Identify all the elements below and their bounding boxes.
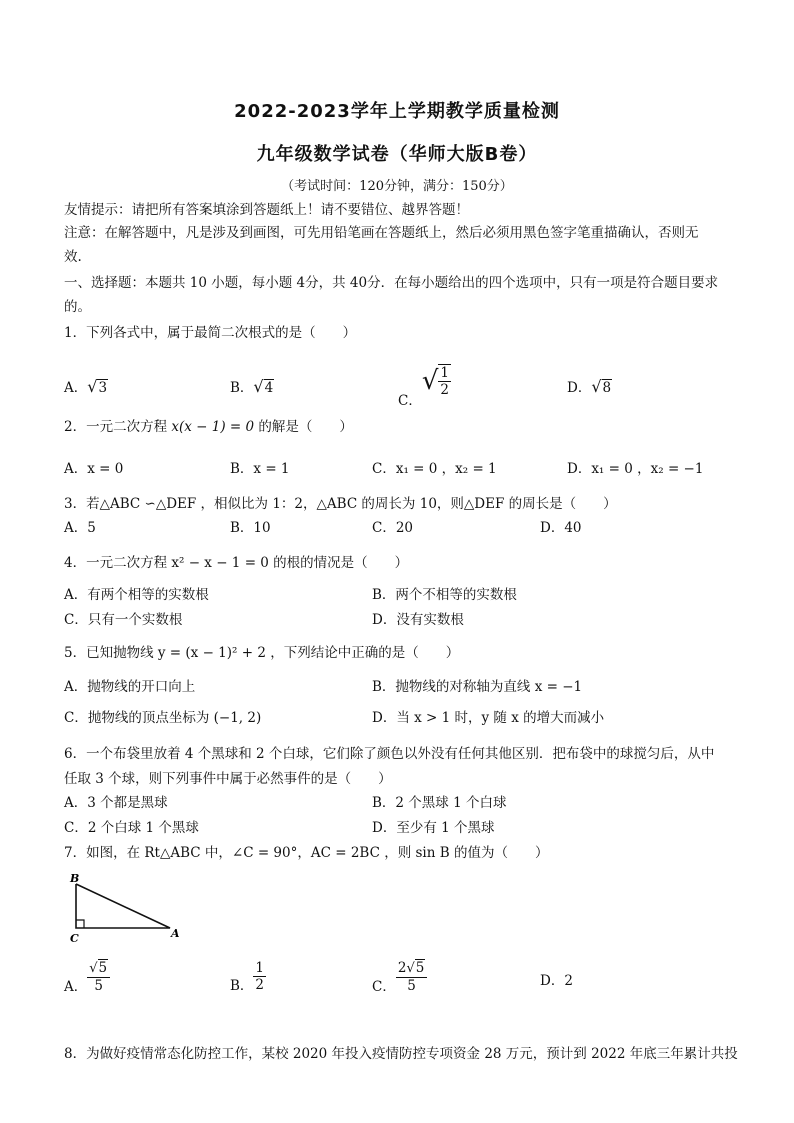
q2-option-d: D．x₁ = 0 ，x₂ = −1 (567, 461, 704, 477)
question-1-stem: 1．下列各式中，属于最简二次根式的是（ ） (64, 325, 357, 341)
q6-option-b: B．2 个黑球 1 个白球 (372, 795, 507, 811)
q1-option-d (567, 378, 612, 397)
q5-option-c: C．抛物线的顶点坐标为 (−1, 2) (64, 710, 262, 726)
note-line-2: 效. (64, 249, 82, 265)
sqrt-symbol: √ (89, 961, 98, 976)
vertex-label-b: B (70, 872, 80, 885)
q5-option-d: D．当 x > 1 时，y 随 x 的增大而减小 (372, 710, 605, 726)
q6-option-a: A．3 个都是黑球 (64, 795, 168, 811)
question-7-stem: 7．如图，在 Rt△ABC 中，∠C = 90°，AC = 2BC ，则 sin B 的值为（ ） (64, 845, 549, 861)
vertex-label-a: A (171, 927, 180, 940)
question-2-stem (64, 418, 353, 436)
q7-option-b (230, 960, 266, 993)
vertex-label-c: C (70, 932, 79, 945)
radicand: 5 (415, 960, 425, 976)
radicand: 3 (98, 380, 108, 396)
triangle-figure (60, 866, 190, 948)
q5-option-a: A．抛物线的开口向上 (64, 679, 196, 695)
radicand: 5 (98, 960, 108, 976)
denominator: 2 (440, 382, 450, 398)
q6-option-d: D．至少有 1 个黑球 (372, 820, 495, 836)
sqrt-symbol: √ (421, 365, 439, 396)
exam-info: （考试时间：120分钟，满分：150分） (281, 179, 513, 194)
equation: x(x − 1) = 0 (171, 419, 255, 435)
sqrt-symbol: √ (406, 961, 415, 976)
numerator (87, 960, 110, 978)
q7-option-a (64, 960, 110, 994)
numerator: 1 (440, 365, 450, 381)
denominator: 5 (94, 978, 103, 994)
section-1-instructions-cont: 的。 (64, 299, 91, 315)
denominator: 5 (407, 978, 416, 994)
sqrt-symbol: √ (253, 377, 264, 396)
fraction (396, 960, 427, 994)
q1-option-a (64, 378, 108, 397)
question-5-stem: 5．已知抛物线 y = (x − 1)² + 2 ，下列结论中正确的是（ ） (64, 645, 460, 661)
option-label: A． (64, 380, 88, 396)
option-label: C． (398, 392, 422, 409)
question-4-stem: 4．一元二次方程 x² − x − 1 = 0 的根的情况是（ ） (64, 555, 409, 571)
sqrt-symbol: √ (87, 377, 98, 396)
q4-option-d: D．没有实数根 (372, 612, 464, 628)
q4-option-b: B．两个不相等的实数根 (372, 587, 517, 603)
option-label: D． (567, 380, 592, 396)
q1-option-c (398, 356, 451, 409)
fraction (87, 960, 110, 994)
option-label: B． (230, 380, 254, 396)
q2-option-c: C．x₁ = 0 ，x₂ = 1 (372, 461, 497, 477)
option-label: A． (64, 978, 88, 995)
option-label: C． (372, 978, 396, 995)
question-6-stem: 6．一个布袋里放着 4 个黑球和 2 个白球，它们除了颜色以外没有任何其他区别．把布袋中的球搅匀后，从中 (64, 746, 715, 762)
q4-option-c: C．只有一个实数根 (64, 612, 183, 628)
option-label: B． (230, 978, 254, 994)
q4-option-a: A．有两个相等的实数根 (64, 587, 209, 603)
q2-option-a: A．x = 0 (64, 461, 124, 477)
fraction (438, 364, 451, 398)
q5-option-b: B．抛物线的对称轴为直线 x = −1 (372, 679, 583, 695)
note-line-1: 注意：在解答题中，凡是涉及到画图，可先用铅笔画在答题纸上，然后必须用黑色签字笔重描确认，否则无 (64, 225, 699, 241)
sqrt-symbol: √ (591, 377, 602, 396)
numerator: 1 (255, 960, 265, 976)
coefficient: 2 (397, 960, 407, 976)
denominator: 2 (255, 977, 265, 993)
right-angle-mark (76, 920, 84, 928)
radicand: 8 (602, 380, 612, 396)
stem-text: 2．一元二次方程 (64, 419, 172, 435)
q3-option-c: C．20 (372, 520, 414, 536)
triangle-shape (76, 884, 170, 928)
q6-option-c: C．2 个白球 1 个黑球 (64, 820, 199, 836)
fraction (253, 960, 266, 993)
q2-option-b: B．x = 1 (230, 461, 290, 477)
q3-option-a: A．5 (64, 520, 96, 536)
question-8-stem: 8．为做好疫情常态化防控工作，某校 2020 年投入疫情防控专项资金 28 万元，预计到 2022 年底三年累计共投 (64, 1046, 738, 1062)
friendly-tip: 友情提示：请把所有答案填涂到答题纸上！请不要错位、越界答题！ (64, 202, 469, 218)
numerator (396, 960, 427, 978)
section-1-instructions: 一、选择题：本题共 10 小题，每小题 4分，共 40分．在每小题给出的四个选项中，只有一项是符合题目要求 (64, 275, 719, 291)
exam-title: 2022-2023学年上学期教学质量检测 (234, 101, 560, 122)
question-6-stem-cont: 任取 3 个球，则下列事件中属于必然事件的是（ ） (64, 771, 392, 787)
question-3-stem: 3．若△ABC ∽△DEF ，相似比为 1：2，△ABC 的周长为 10，则△DEF 的周长是（ ） (64, 496, 617, 512)
exam-subtitle: 九年级数学试卷（华师大版B卷） (256, 144, 538, 165)
q7-option-d: D．2 (540, 973, 573, 989)
radicand: 4 (264, 380, 274, 396)
q1-option-b (230, 378, 274, 397)
q7-option-c (372, 960, 427, 994)
q3-option-b: B．10 (230, 520, 271, 536)
q3-option-d: D．40 (540, 520, 582, 536)
stem-text: 的解是（ ） (254, 419, 353, 435)
